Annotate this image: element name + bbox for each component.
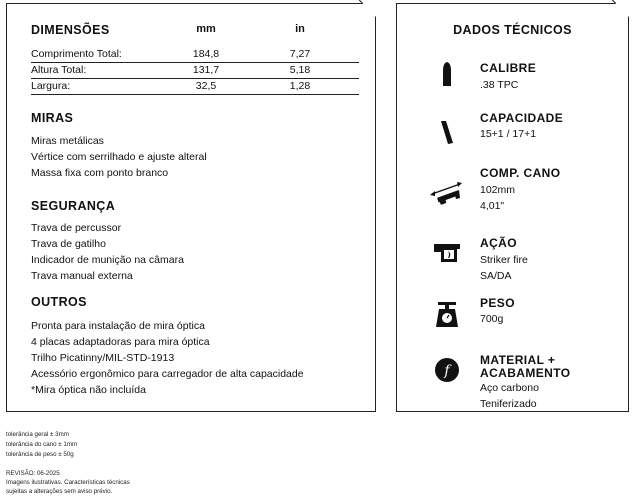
panel-corner-line	[602, 0, 616, 4]
dimension-in: 1,28	[289, 80, 311, 92]
table-row	[31, 63, 359, 79]
dimension-in: 7,27	[289, 48, 311, 60]
list-item: Trava de percussor	[31, 222, 122, 234]
magazine-icon	[433, 118, 461, 146]
list-item: Trava manual externa	[31, 270, 133, 282]
list-item: Vértice com serrilhado e ajuste alteral	[31, 151, 207, 163]
list-item: *Mira óptica não incluída	[31, 384, 146, 396]
dimensions-title: DIMENSÕES	[31, 23, 110, 37]
svg-text:f: f	[444, 363, 450, 379]
list-item: Trilho Picatinny/MIL-STD-1913	[31, 352, 175, 364]
miras-title: MIRAS	[31, 111, 74, 125]
spec-value: Striker fire	[480, 254, 528, 266]
spec-title: ACABAMENTO	[480, 366, 571, 380]
panel-corner-line	[349, 0, 363, 4]
dados-title: DADOS TÉCNICOS	[453, 23, 572, 37]
revision-note: REVISÃO: 06-2025	[6, 470, 60, 477]
table-row	[31, 79, 359, 95]
dimension-label: Altura Total:	[31, 64, 87, 76]
list-item: Miras metálicas	[31, 135, 104, 147]
seguranca-title: SEGURANÇA	[31, 199, 116, 213]
spec-value: Aço carbono	[480, 382, 539, 394]
spec-value: Teniferizado	[480, 398, 537, 410]
panel-corner-cut	[615, 3, 629, 17]
dimensions-col-in: in	[295, 23, 305, 35]
list-item: Trava de gatilho	[31, 238, 106, 250]
dimension-label: Comprimento Total:	[31, 48, 122, 60]
spec-title: CAPACIDADE	[480, 111, 564, 125]
spec-value: .38 TPC	[480, 79, 519, 91]
list-item: Pronta para instalação de mira óptica	[31, 320, 205, 332]
list-item: Acessório ergonômico para carregador de alta capacidade	[31, 368, 304, 380]
spec-value: 700g	[480, 313, 504, 325]
dimension-in: 5,18	[289, 64, 311, 76]
dimension-mm: 32,5	[195, 80, 217, 92]
dimensions-table	[31, 47, 359, 95]
spec-value: 15+1 / 17+1	[480, 128, 537, 140]
disclaimer-note: sujeitas a alterações sem aviso prévio.	[6, 488, 113, 495]
list-item: Massa fixa com ponto branco	[31, 167, 169, 179]
table-row	[31, 47, 359, 63]
dimension-label: Largura:	[31, 80, 71, 92]
spec-value: 4,01"	[480, 200, 505, 212]
spec-title: PESO	[480, 296, 515, 310]
spec-title: CALIBRE	[480, 61, 537, 75]
specs-panel-left	[6, 3, 376, 412]
panel-corner-cut	[362, 3, 376, 17]
spec-title: AÇÃO	[480, 236, 517, 250]
spec-title: MATERIAL +	[480, 353, 556, 367]
specs-panel-right	[396, 3, 629, 412]
outros-title: OUTROS	[31, 295, 87, 309]
trigger-action-icon	[433, 240, 461, 268]
spec-title: COMP. CANO	[480, 166, 561, 180]
dimension-mm: 131,7	[192, 64, 220, 76]
dimensions-col-mm: mm	[196, 23, 216, 35]
bullet-icon	[433, 60, 461, 88]
tolerance-note: tolerância de peso ± 50g	[6, 451, 74, 458]
tolerance-note: tolerância do cano ± 1mm	[6, 441, 78, 448]
material-finish-icon	[433, 356, 461, 384]
barrel-length-icon	[429, 180, 463, 208]
list-item: Indicador de munição na câmara	[31, 254, 184, 266]
tolerance-note: tolerância geral ± 3mm	[6, 431, 69, 438]
spec-value: SA/DA	[480, 270, 512, 282]
disclaimer-note: Imagens ilustrativas. Características técnicas	[6, 479, 130, 486]
weight-scale-icon	[433, 300, 461, 328]
dimension-mm: 184,8	[192, 48, 220, 60]
spec-value: 102mm	[480, 184, 516, 196]
list-item: 4 placas adaptadoras para mira óptica	[31, 336, 210, 348]
